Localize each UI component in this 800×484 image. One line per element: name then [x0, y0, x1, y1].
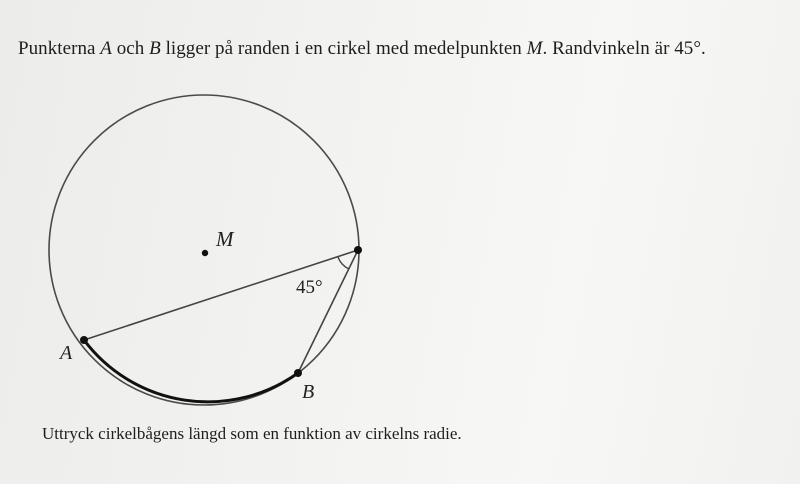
vertex-point — [354, 246, 362, 254]
angle-label: 45° — [296, 277, 323, 298]
question-part-1: Punkterna — [18, 38, 101, 59]
center-label: M — [526, 38, 543, 59]
point-b — [294, 369, 302, 377]
question-part-3: ligger på randen i en cirkel med medelpunkten — [160, 38, 527, 59]
point-b-label: B — [149, 38, 161, 59]
sub-question-text: Uttryck cirkelbågens längd som en funktion av cirkelns radie. — [42, 424, 462, 443]
center-point — [202, 250, 208, 256]
angle-marker — [338, 257, 349, 269]
point-a-label: A — [100, 38, 112, 59]
point-a — [80, 336, 88, 344]
question-part-2: och — [111, 38, 150, 59]
question-part-4: . Randvinkeln är 45°. — [542, 38, 706, 59]
center-m-label: M — [216, 227, 234, 251]
point-b-figure-label: B — [302, 381, 315, 403]
point-a-figure-label: A — [60, 342, 73, 364]
